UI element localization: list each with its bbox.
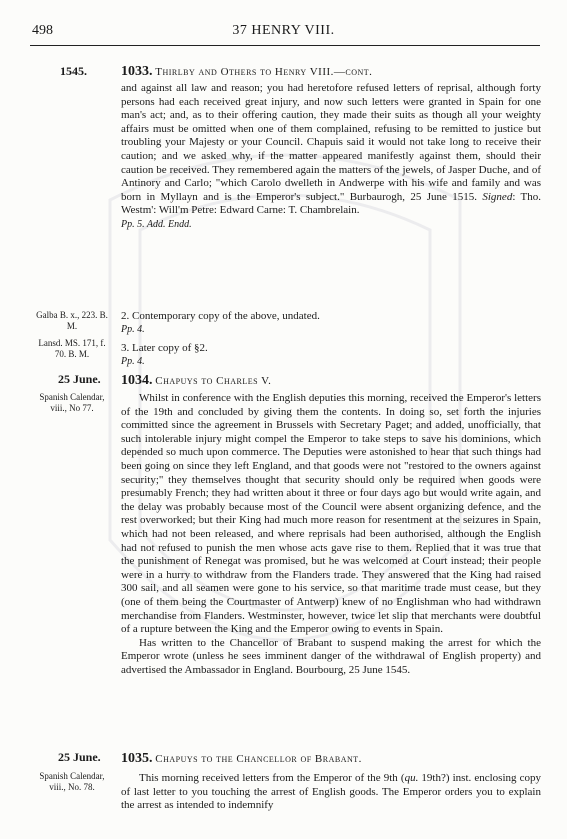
item-3-margin: Lansd. MS. 171, f. 70. B. M. [38,338,106,359]
page-number: 498 [32,23,53,38]
entry-1034-para-2: Has written to the Chancellor of Brabant to suspend making the arrest for which the Emperor wrote (unless he sees imminent danger of the withdrawal of English property) and advertised the Ambassador in England. Bourbourg, 25 June 1545. [121,636,541,676]
entry-1034-para-1: Whilst in conference with the English deputies this morning, received the Emperor's letters of the 19th and concluded by giving them the contents. In doing so, set forth the injuries committed since the agreement in Brussels with Secretary Paget; and added, unofficially, that such intolerable injury might compel the Emperor to take steps to save his dominions, which depended so much upon commerce. The Deputies were astonished to hear that such things had been going on since they left England, and that goods were not "restored to the owners against security;" they themselves thought that security should only be required when goods were presumably French; they had written about it three or four days ago but would write again, and the delay was probably because most of the Council were absent organizing defence, and the rest overworked; but their King had much more reason for resentment at the seizures in Spain, which had not been released, and where reprisals had been authorised, although the English had not refused to punish the men whose acts gave rise to them. Replied that it was true that the punishment of Renegat was promised, but he was welcomed at Court instead; their people were in a hurry to withdraw from the Flanders trade. They answered that the King had raised 300 sail, and all seamen were gone to his service, so that maritime trade must cease, but they (one of them being the Courtmaster of Antwerp) knew of no Englishman who had withdrawn merchandise from Flanders. Westminster, however, twice let slip that merchants were doubtful of a rupture between the King and the Emperor owing to events in Spain. [121,392,541,636]
item-2-text: 2. Contemporary copy of the above, undated. [121,310,320,322]
item-3-text: 3. Later copy of §2. [121,342,208,354]
entry-1033-text: and against all law and reason; you had heretofore refused letters of reprisal, although forty persons had each received great injury, and now such letters were granted in Spain for one man's act; and, as to their offering caution, they made their suits as though all your weighty affairs must be omitted when one of them complained, refusing to be remitted to justice but troubling your Majesty or your Council. Chapuis said it would not take long to receive their caution; and we asked why, if the matter appeared manifestly against them, should their caution be received. They remembered again the matters of the jewels, of Jasper Duche, and of Antinory and Carlo; "which Carolo dwelleth in Andwerpe with his wife and family and was born in Myllayn and is the Emperor's subject." Burbaurogh, 25 June 1515. [121,82,541,203]
entry-1034-date: 25 June. [58,372,101,386]
entry-1033-heading [121,64,541,80]
entry-1035-date: 25 June. [58,750,101,764]
item-2-margin: Galba B. x., 223. B. M. [36,310,108,331]
entry-1035-margin: Spanish Calendar, viii., No. 78. [39,771,105,792]
entry-title-suffix: —cont. [333,66,373,78]
signed-label: Signed [482,190,513,203]
item-2 [121,310,541,336]
signed-names: : Tho. Westm': Will'm Petre: Edward Carne: T. Chambrelain. [121,190,542,217]
entry-title: Thirlby and Others to Henry VIII. [155,66,334,78]
running-title: 37 HENRY VIII. [232,23,335,38]
entry-number: 1033. [121,64,153,79]
item-2-pages: Pp. 4. [121,324,145,335]
entry-number: 1035. [121,751,153,766]
entry-1035-text-b: 19th?) inst. enclosing copy of last letter to you touching the arrest of English goods. The Emperor orders you to explain the arrest as intended to indemnify [121,772,541,812]
entry-1033-pages: Pp. 5. Add. Endd. [121,218,192,230]
entry-1035-body [121,772,541,813]
entry-1033-body [121,82,541,232]
entry-1034-margin: Spanish Calendar, viii., No 77. [39,392,105,413]
entry-1034-body [121,392,541,677]
item-3 [121,342,541,368]
entry-title: Chapuys to the Chancellor of Brabant. [155,753,362,765]
item-3-pages: Pp. 4. [121,356,145,367]
header-rule [30,45,540,46]
entry-1034-heading [121,373,541,389]
entry-1035-qu: qu. [404,772,419,784]
entry-1035-para-1 [121,772,541,813]
entry-number: 1034. [121,373,153,388]
entry-title: Chapuys to Charles V. [155,375,272,387]
entry-1035-heading [121,751,541,767]
entry-1035-text-a: This morning received letters from the Emperor of the 9th ( [139,772,405,784]
margin-year: 1545. [60,64,87,78]
